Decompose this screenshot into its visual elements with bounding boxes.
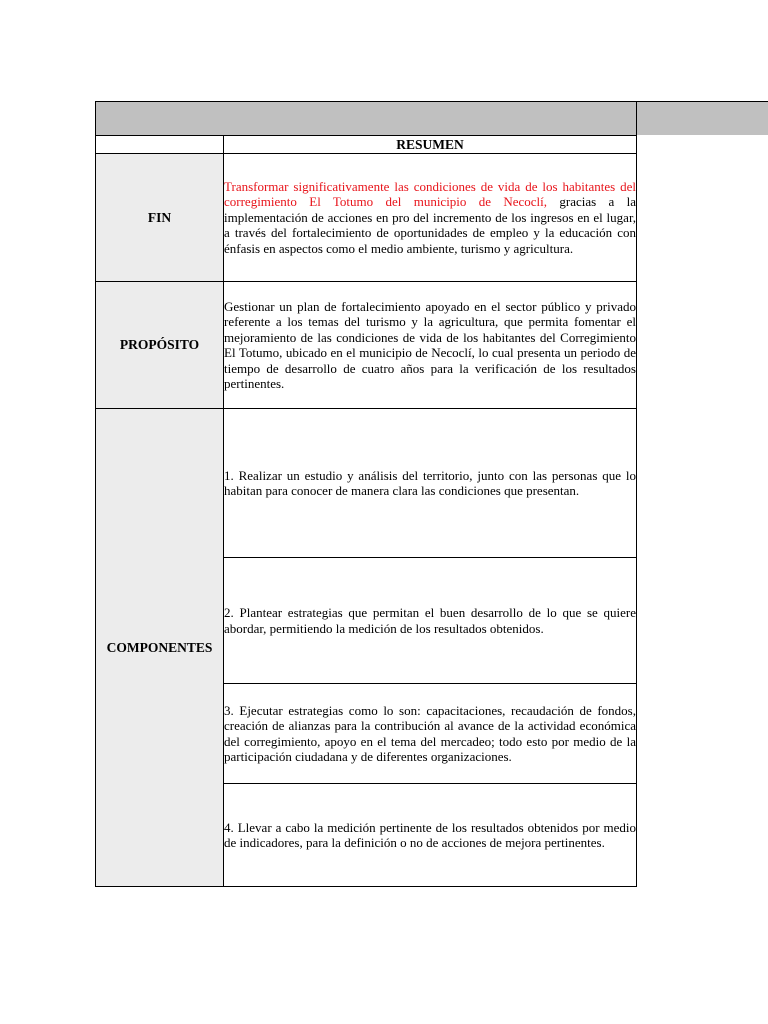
- componente-4-text: 4. Llevar a cabo la medición pertinente de los resultados obtenidos por medio de indicadores, para la definición o no de acciones de mejora pertinentes.: [224, 784, 637, 887]
- band-left-border: [95, 101, 96, 135]
- row-componente-1: [96, 409, 637, 558]
- componente-3-text: 3. Ejecutar estrategias como lo son: capacitaciones, recaudación de fondos, creación de alianzas para la contribución al avance de la actividad económica del corregimiento, apoyo en el tema del mercadeo; todo esto por medio de la participación ciudadana y de diferentes organizaciones.: [224, 684, 637, 784]
- band-right-border: [636, 101, 637, 135]
- componente-1-text: 1. Realizar un estudio y análisis del territorio, junto con las personas que lo habitan para conocer de manera clara las condiciones que presentan.: [224, 409, 637, 558]
- header-row: [96, 136, 637, 154]
- header-resumen: RESUMEN: [224, 136, 637, 154]
- table-top-band: [95, 101, 768, 135]
- label-fin: FIN: [96, 154, 224, 282]
- logical-framework-table: [95, 135, 637, 887]
- proposito-text: Gestionar un plan de fortalecimiento apoyado en el sector público y privado referente a los temas del turismo y la agricultura, que permita fomentar el mejoramiento de las condiciones de vida de los habitantes del Corregimiento El Totumo, ubicado en el municipio de Necoclí, lo cual presenta un periodo de tiempo de desarrollo de cuatro años para la verificación de los resultados pertinentes.: [224, 282, 637, 409]
- row-fin: [96, 154, 637, 282]
- row-proposito: [96, 282, 637, 409]
- fin-text-body: gracias a la implementación de acciones en pro del incremento de los ingresos en el lugar, a través del fortalecimiento de oportunidades de empleo y la educación con énfasis en aspectos como el medio ambiente, turismo y agricultura.: [224, 194, 636, 256]
- fin-text-highlight: Transformar significativamente las condiciones de vida de los habitantes del corregimiento El Totumo del municipio de Necoclí,: [224, 178, 636, 210]
- label-componentes: COMPONENTES: [96, 409, 224, 887]
- label-proposito: PROPÓSITO: [96, 282, 224, 409]
- componente-2-text: 2. Plantear estrategias que permitan el buen desarrollo de lo que se quiere abordar, permitiendo la medición de los resultados obtenidos.: [224, 558, 637, 684]
- header-blank-cell: [96, 136, 224, 154]
- fin-text: [224, 154, 637, 282]
